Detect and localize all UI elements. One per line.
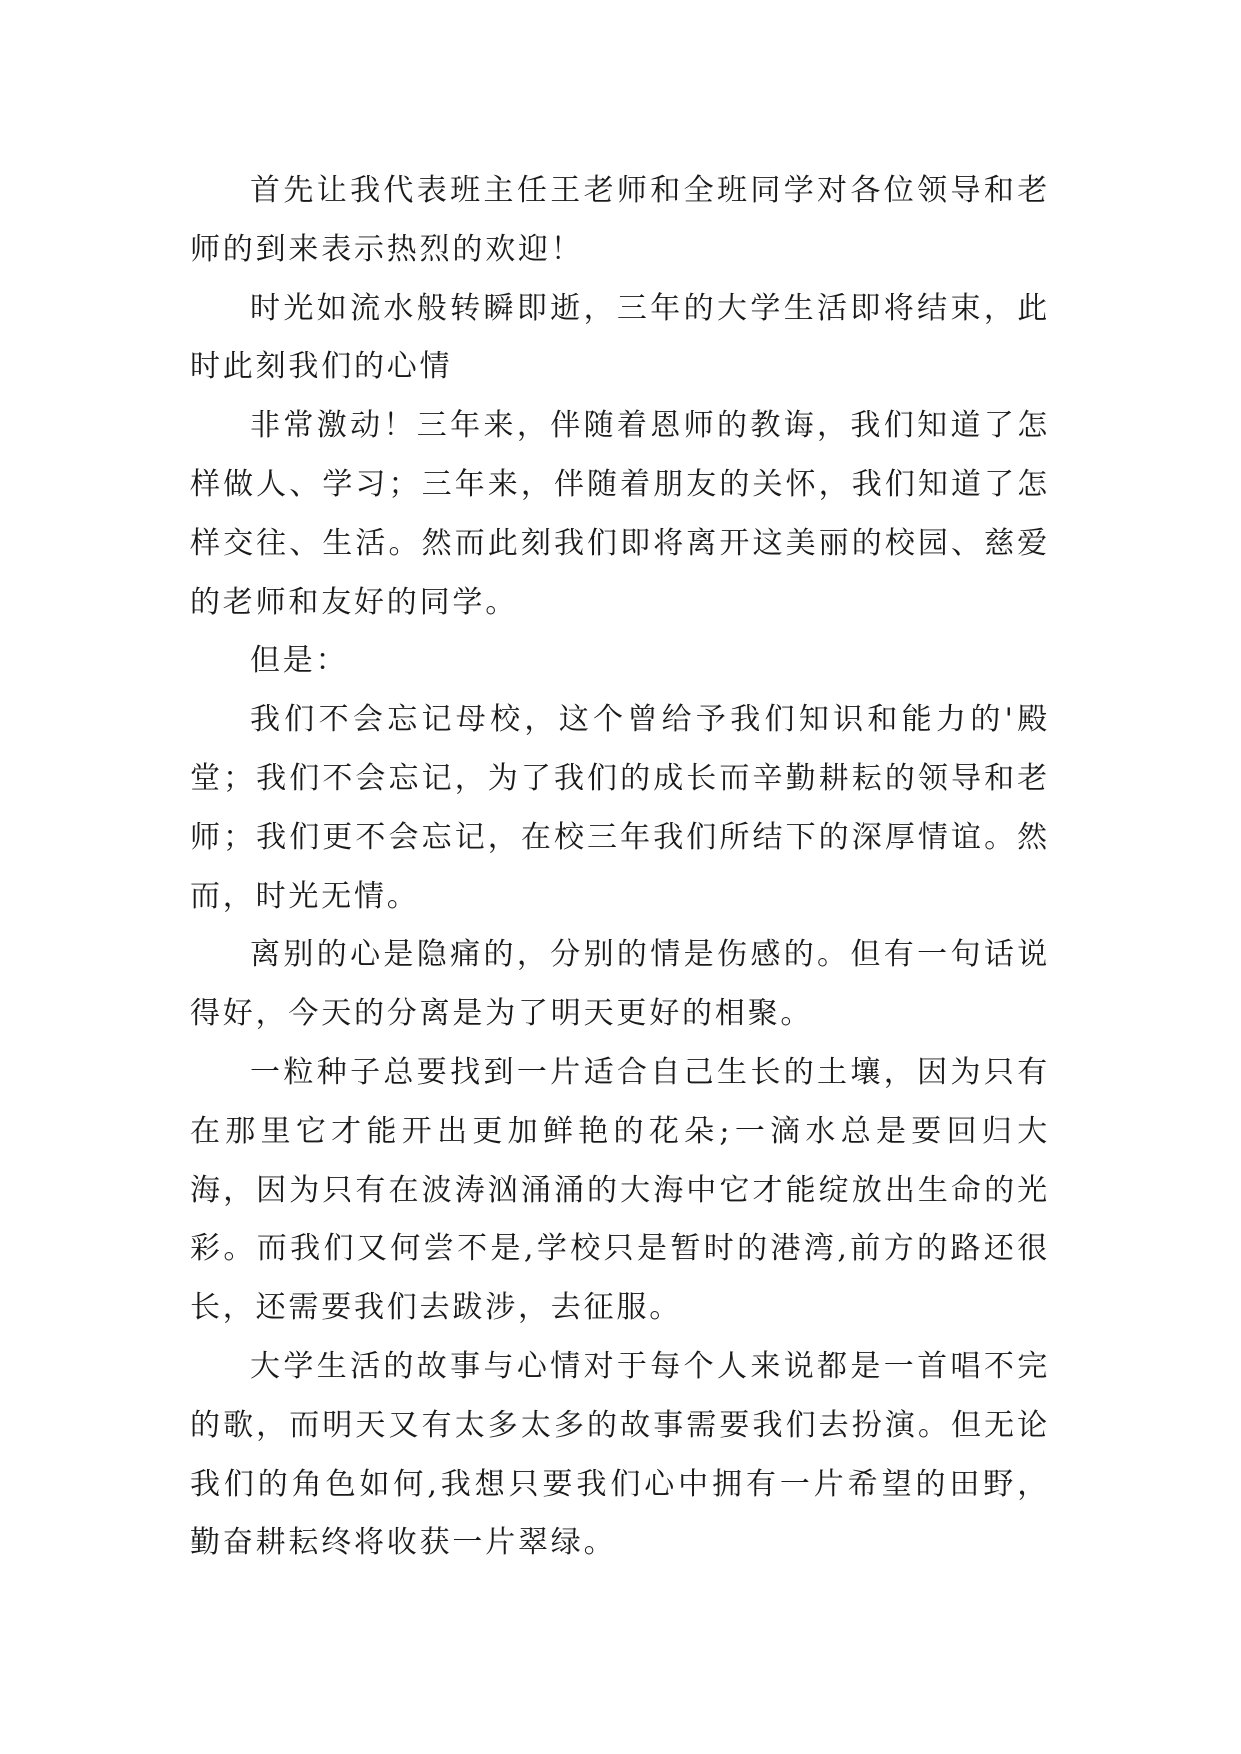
- paragraph: 我们不会忘记母校，这个曾给予我们知识和能力的'殿堂；我们不会忘记，为了我们的成长而辛勤耕耘的领导和老师；我们更不会忘记，在校三年我们所结下的深厚情谊。然而，时光无情。: [190, 702, 1050, 914]
- paragraph: 时光如流水般转瞬即逝，三年的大学生活即将结束，此时此刻我们的心情: [190, 290, 1050, 385]
- paragraph: 一粒种子总要找到一片适合自己生长的土壤，因为只有在那里它才能开出更加鲜艳的花朵;一滴水总是要回归大海，因为只有在波涛汹涌涌的大海中它才能绽放出生命的光彩。而我们又何尝不是,学校只是暂时的港湾,前方的路还很长，还需要我们去跋涉，去征服。: [190, 1054, 1050, 1326]
- paragraph: 大学生活的故事与心情对于每个人来说都是一首唱不完的歌，而明天又有太多太多的故事需要我们去扮演。但无论我们的角色如何,我想只要我们心中拥有一片希望的田野，勤奋耕耘终将收获一片翠绿。: [190, 1348, 1050, 1561]
- paragraph: 首先让我代表班主任王老师和全班同学对各位领导和老师的到来表示热烈的欢迎！: [190, 173, 1050, 267]
- paragraph: 离别的心是隐痛的，分别的情是伤感的。但有一句话说得好，今天的分离是为了明天更好的相聚。: [190, 937, 1050, 1032]
- paragraph: 但是：: [250, 643, 349, 679]
- document-body: [190, 162, 1050, 1573]
- paragraph: 非常激动！三年来，伴随着恩师的教诲，我们知道了怎样做人、学习；三年来，伴随着朋友的关怀，我们知道了怎样交往、生活。然而此刻我们即将离开这美丽的校园、慈爱的老师和友好的同学。: [190, 408, 1050, 620]
